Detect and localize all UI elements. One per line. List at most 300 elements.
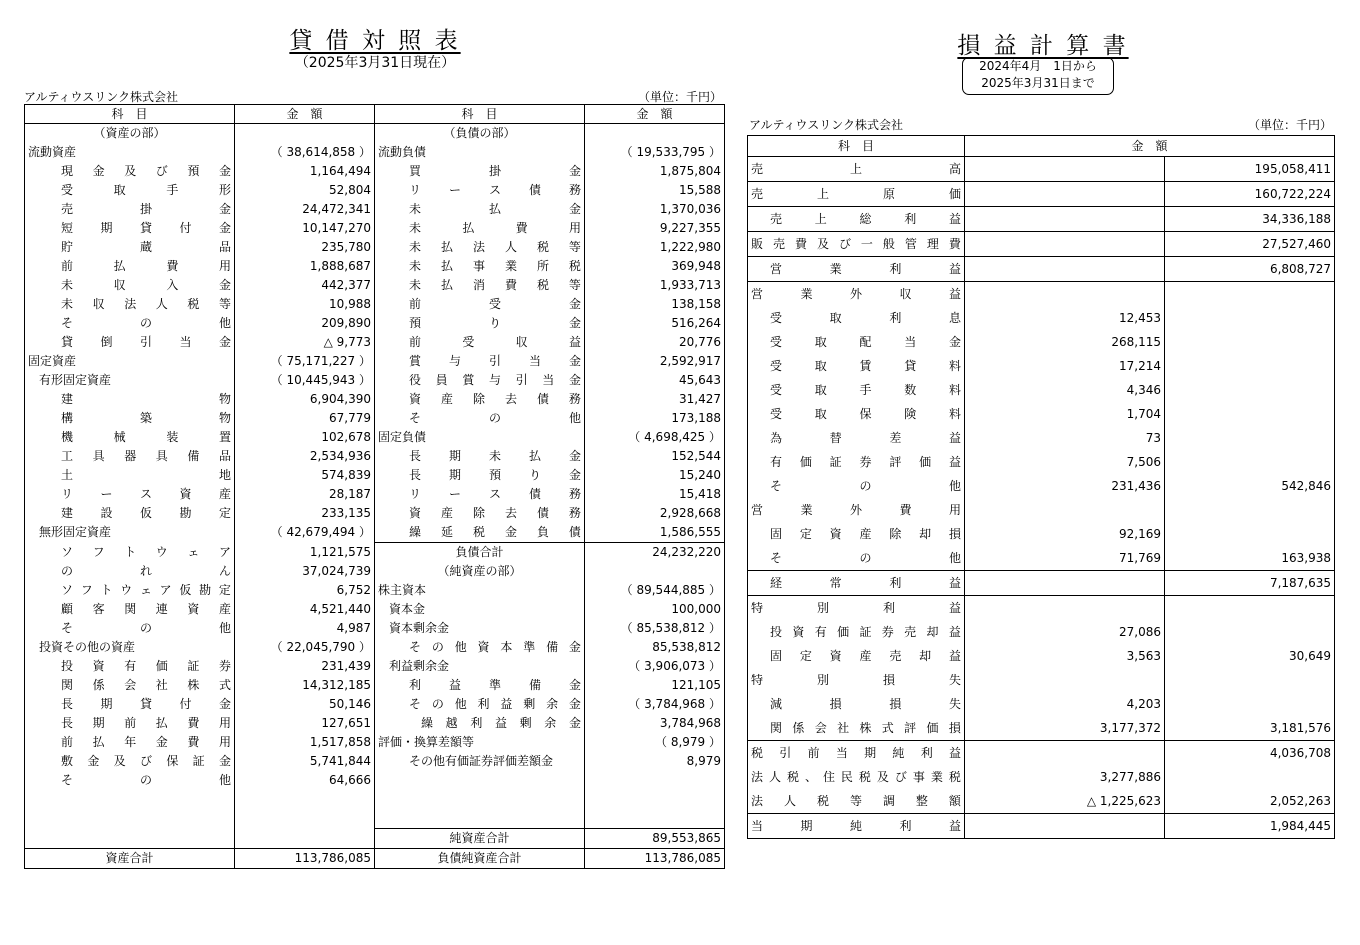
item-label: 減 損 損 失 (748, 692, 965, 716)
table-row (25, 219, 725, 238)
table-row (25, 638, 725, 657)
amount-total (1165, 282, 1335, 307)
table-row (748, 354, 1335, 378)
table-row (748, 716, 1335, 741)
amount-cell: （ 10,445,943 ） (235, 371, 375, 390)
table-row (25, 162, 725, 181)
item-label: 固 定 資 産 売 却 益 (748, 644, 965, 668)
item-label: 建 物 (25, 390, 235, 409)
table-row (25, 562, 725, 581)
empty-cell (25, 790, 235, 809)
amount-total (1165, 330, 1335, 354)
amount-total: 2,052,263 (1165, 789, 1335, 814)
table-row (748, 257, 1335, 282)
table-row (25, 752, 725, 771)
item-label: リ ー ス 債 務 (375, 181, 585, 200)
table-row (748, 522, 1335, 546)
amount-cell: （ 3,784,968 ） (585, 695, 725, 714)
item-label: 貯 蔵 品 (25, 238, 235, 257)
item-label: 売 上 総 利 益 (748, 207, 965, 232)
amount-cell: 28,187 (235, 485, 375, 504)
amount-detail (965, 232, 1165, 257)
item-label: 未 払 消 費 税 等 (375, 276, 585, 295)
amount-cell: 574,839 (235, 466, 375, 485)
amount-cell: （ 8,979 ） (585, 733, 725, 752)
item-label: 構 築 物 (25, 409, 235, 428)
item-label: 売 上 高 (748, 157, 965, 182)
table-row (25, 295, 725, 314)
balance-sheet-title: 貸 借 対 照 表 (289, 28, 461, 54)
amount-detail: 73 (965, 426, 1165, 450)
item-label: 特 別 損 失 (748, 668, 965, 692)
net-assets-total-amount: 89,553,865 (585, 829, 725, 849)
table-row (25, 371, 725, 390)
table-row (25, 543, 725, 563)
empty-cell (25, 809, 235, 829)
table-row (748, 282, 1335, 307)
item-label: 投資その他の資産 (25, 638, 235, 657)
amount-detail (965, 207, 1165, 232)
amount-detail (965, 498, 1165, 522)
amount-cell: 516,264 (585, 314, 725, 333)
header-item: 科 目 (748, 136, 965, 157)
amount-cell: 100,000 (585, 600, 725, 619)
item-label: 前 受 収 益 (375, 333, 585, 352)
amount-cell: 173,188 (585, 409, 725, 428)
item-label: 長 期 貸 付 金 (25, 695, 235, 714)
item-label: 無形固定資産 (25, 523, 235, 543)
amount-cell: 1,222,980 (585, 238, 725, 257)
table-row (748, 330, 1335, 354)
table-row (748, 789, 1335, 814)
bs-unit: （単位：千円） (637, 90, 722, 104)
item-label: 資本剰余金 (375, 619, 585, 638)
table-row (25, 581, 725, 600)
item-label: 関 係 会 社 株 式 評 価 損 (748, 716, 965, 741)
balance-sheet-date: （2025年3月31日現在） (294, 55, 456, 71)
amount-detail: 4,346 (965, 378, 1165, 402)
amount-cell: 1,933,713 (585, 276, 725, 295)
amount-detail: △ 1,225,623 (965, 789, 1165, 814)
amount-cell: 233,135 (235, 504, 375, 523)
table-row (748, 378, 1335, 402)
table-row (25, 181, 725, 200)
amount-detail: 1,704 (965, 402, 1165, 426)
amount-detail: 17,214 (965, 354, 1165, 378)
header-amount: 金 額 (235, 105, 375, 124)
amount-cell: 442,377 (235, 276, 375, 295)
amount-cell: （ 4,698,425 ） (585, 428, 725, 447)
item-label: 未 払 金 (375, 200, 585, 219)
period-to: 2025年3月31日まで (981, 76, 1095, 90)
item-label: 長 期 未 払 金 (375, 447, 585, 466)
item-label: 税 引 前 当 期 純 利 益 (748, 741, 965, 766)
table-row (25, 714, 725, 733)
amount-cell: 15,240 (585, 466, 725, 485)
item-label: 受 取 配 当 金 (748, 330, 965, 354)
amount-cell: 1,121,575 (235, 543, 375, 563)
amount-cell: 4,521,440 (235, 600, 375, 619)
period-from: 2024年4月 1日から (979, 59, 1097, 73)
amount-cell: 2,592,917 (585, 352, 725, 371)
amount-cell: 14,312,185 (235, 676, 375, 695)
amount-detail (965, 282, 1165, 307)
table-row (25, 733, 725, 752)
amount-cell: 3,784,968 (585, 714, 725, 733)
amount-cell: 6,752 (235, 581, 375, 600)
header-amount: 金 額 (585, 105, 725, 124)
table-row (25, 428, 725, 447)
item-label: 前 受 金 (375, 295, 585, 314)
item-label: 未 収 法 人 税 等 (25, 295, 235, 314)
amount-cell: 209,890 (235, 314, 375, 333)
table-row (748, 571, 1335, 596)
item-label: 営 業 外 収 益 (748, 282, 965, 307)
amount-detail (965, 157, 1165, 182)
item-label: ソ フ ト ウ ェ ア (25, 543, 235, 563)
table-row (748, 692, 1335, 716)
assets-total-amount: 113,786,085 (235, 849, 375, 869)
table-row (25, 829, 725, 849)
amount-total (1165, 668, 1335, 692)
table-row (25, 600, 725, 619)
empty-cell (585, 124, 725, 144)
item-label: 販 売 費 及 び 一 般 管 理 費 (748, 232, 965, 257)
empty-cell (585, 771, 725, 790)
amount-detail: 92,169 (965, 522, 1165, 546)
grand-total-row (25, 849, 725, 869)
amount-cell: 52,804 (235, 181, 375, 200)
empty-cell (375, 809, 585, 829)
amount-cell: 6,904,390 (235, 390, 375, 409)
amount-total: 195,058,411 (1165, 157, 1335, 182)
item-label: 売 掛 金 (25, 200, 235, 219)
amount-cell: 127,651 (235, 714, 375, 733)
item-label: そ の 他 (748, 474, 965, 498)
amount-total: 6,808,727 (1165, 257, 1335, 282)
item-label: 長 期 預 り 金 (375, 466, 585, 485)
income-statement-table (747, 135, 1335, 839)
table-row (748, 546, 1335, 571)
amount-total (1165, 620, 1335, 644)
item-label: 営 業 外 費 用 (748, 498, 965, 522)
amount-cell: 102,678 (235, 428, 375, 447)
amount-cell: 2,928,668 (585, 504, 725, 523)
amount-total: 163,938 (1165, 546, 1335, 571)
income-statement-title: 損 益 計 算 書 (957, 33, 1129, 59)
amount-detail (965, 571, 1165, 596)
amount-total: 7,187,635 (1165, 571, 1335, 596)
item-label: 前 払 年 金 費 用 (25, 733, 235, 752)
table-header (25, 105, 725, 124)
amount-cell: （ 85,538,812 ） (585, 619, 725, 638)
amount-detail (965, 741, 1165, 766)
table-row (25, 352, 725, 371)
item-label: 特 別 利 益 (748, 596, 965, 621)
table-row (25, 619, 725, 638)
amount-cell: （ 42,679,494 ） (235, 523, 375, 543)
amount-total (1165, 522, 1335, 546)
item-label: そ の 他 (25, 771, 235, 790)
item-label: 受 取 手 形 (25, 181, 235, 200)
amount-total (1165, 306, 1335, 330)
table-row (25, 124, 725, 144)
item-label: 法 人 税 等 調 整 額 (748, 789, 965, 814)
empty-cell (585, 809, 725, 829)
table-row (25, 809, 725, 829)
item-label: そ の 他 (748, 546, 965, 571)
table-row (748, 620, 1335, 644)
item-label: 当 期 純 利 益 (748, 814, 965, 839)
subtotal-label: 負債合計 (375, 543, 585, 563)
item-label: 繰 越 利 益 剰 余 金 (375, 714, 585, 733)
item-label: 預 り 金 (375, 314, 585, 333)
amount-detail: 4,203 (965, 692, 1165, 716)
item-label: 株主資本 (375, 581, 585, 600)
amount-detail (965, 596, 1165, 621)
table-row (25, 238, 725, 257)
amount-cell: 9,227,355 (585, 219, 725, 238)
table-row (25, 314, 725, 333)
empty-cell (25, 829, 235, 849)
amount-total: 1,984,445 (1165, 814, 1335, 839)
item-label: 売 上 原 価 (748, 182, 965, 207)
item-label: そ の 他 (25, 619, 235, 638)
amount-cell: 10,147,270 (235, 219, 375, 238)
empty-cell (235, 124, 375, 144)
table-row (748, 450, 1335, 474)
item-label: 未 払 法 人 税 等 (375, 238, 585, 257)
amount-cell: （ 75,171,227 ） (235, 352, 375, 371)
item-label: 資 産 除 去 債 務 (375, 390, 585, 409)
item-label: 資本金 (375, 600, 585, 619)
amount-cell: 5,741,844 (235, 752, 375, 771)
item-label: そ の 他 資 本 準 備 金 (375, 638, 585, 657)
amount-detail: 71,769 (965, 546, 1165, 571)
table-row (748, 596, 1335, 621)
table-row (25, 523, 725, 543)
table-row (748, 668, 1335, 692)
amount-cell: 2,534,936 (235, 447, 375, 466)
item-label: 受 取 保 険 料 (748, 402, 965, 426)
amount-detail (965, 257, 1165, 282)
item-label: 土 地 (25, 466, 235, 485)
item-label: 投 資 有 価 証 券 (25, 657, 235, 676)
item-label: 受 取 賃 貸 料 (748, 354, 965, 378)
empty-cell (235, 829, 375, 849)
amount-total (1165, 692, 1335, 716)
item-label: 敷 金 及 び 保 証 金 (25, 752, 235, 771)
item-label: 法 人 税 、 住 民 税 及 び 事 業 税 (748, 765, 965, 789)
amount-cell: 31,427 (585, 390, 725, 409)
item-label: 長 期 前 払 費 用 (25, 714, 235, 733)
amount-cell: 1,888,687 (235, 257, 375, 276)
table-row (748, 402, 1335, 426)
header-item: 科 目 (25, 105, 235, 124)
amount-cell: 15,588 (585, 181, 725, 200)
amount-cell: 37,024,739 (235, 562, 375, 581)
table-row (25, 504, 725, 523)
table-row (25, 447, 725, 466)
item-label: 短 期 貸 付 金 (25, 219, 235, 238)
item-label: ソ フ ト ウ ェ ア 仮 勘 定 (25, 581, 235, 600)
item-label: 顧 客 関 連 資 産 (25, 600, 235, 619)
header-item: 科 目 (375, 105, 585, 124)
amount-total (1165, 354, 1335, 378)
item-label: 利 益 準 備 金 (375, 676, 585, 695)
item-label: 流動負債 (375, 143, 585, 162)
table-row (25, 466, 725, 485)
amount-cell: 1,517,858 (235, 733, 375, 752)
item-label: 経 常 利 益 (748, 571, 965, 596)
table-row (748, 157, 1335, 182)
item-label: 固定負債 (375, 428, 585, 447)
amount-cell: 15,418 (585, 485, 725, 504)
table-row (25, 257, 725, 276)
table-row (748, 765, 1335, 789)
table-row (25, 676, 725, 695)
amount-detail (965, 814, 1165, 839)
item-label: 受 取 利 息 (748, 306, 965, 330)
item-label: 受 取 手 数 料 (748, 378, 965, 402)
item-label: その他有価証券評価差額金 (375, 752, 585, 771)
amount-cell: 1,586,555 (585, 523, 725, 543)
amount-detail: 3,563 (965, 644, 1165, 668)
amount-detail: 7,506 (965, 450, 1165, 474)
table-row (25, 333, 725, 352)
empty-cell (235, 790, 375, 809)
table-row (748, 741, 1335, 766)
income-statement-period (962, 57, 1114, 95)
item-label: 未 払 費 用 (375, 219, 585, 238)
amount-detail (965, 182, 1165, 207)
item-label: そ の 他 (375, 409, 585, 428)
amount-cell: 1,875,804 (585, 162, 725, 181)
item-label: 有 価 証 券 評 価 益 (748, 450, 965, 474)
item-label: 未 払 事 業 所 税 (375, 257, 585, 276)
amount-total: 4,036,708 (1165, 741, 1335, 766)
amount-total (1165, 765, 1335, 789)
empty-cell (375, 790, 585, 809)
net-assets-total-label: 純資産合計 (375, 829, 585, 849)
amount-cell: 138,158 (585, 295, 725, 314)
item-label: リ ー ス 債 務 (375, 485, 585, 504)
section-label: （負債の部） (375, 124, 585, 144)
amount-total: 542,846 (1165, 474, 1335, 498)
amount-cell: （ 22,045,790 ） (235, 638, 375, 657)
item-label: 利益剰余金 (375, 657, 585, 676)
table-row (748, 207, 1335, 232)
amount-cell: 1,164,494 (235, 162, 375, 181)
empty-cell (235, 809, 375, 829)
amount-cell: 10,988 (235, 295, 375, 314)
item-label: の れ ん (25, 562, 235, 581)
item-label: 前 払 費 用 (25, 257, 235, 276)
amount-cell: △ 9,773 (235, 333, 375, 352)
amount-cell: （ 19,533,795 ） (585, 143, 725, 162)
table-row (748, 232, 1335, 257)
amount-detail (965, 668, 1165, 692)
table-row (25, 276, 725, 295)
table-row (25, 657, 725, 676)
amount-cell: 369,948 (585, 257, 725, 276)
amount-total (1165, 402, 1335, 426)
amount-detail: 3,177,372 (965, 716, 1165, 741)
item-label: 関 係 会 社 株 式 (25, 676, 235, 695)
item-label: 役 員 賞 与 引 当 金 (375, 371, 585, 390)
amount-total: 27,527,460 (1165, 232, 1335, 257)
amount-total (1165, 498, 1335, 522)
item-label: 機 械 装 置 (25, 428, 235, 447)
item-label: 評価・換算差額等 (375, 733, 585, 752)
item-label: 営 業 利 益 (748, 257, 965, 282)
item-label: 未 収 入 金 (25, 276, 235, 295)
empty-cell (585, 790, 725, 809)
amount-cell: 231,439 (235, 657, 375, 676)
amount-cell: 1,370,036 (585, 200, 725, 219)
amount-cell: 152,544 (585, 447, 725, 466)
section-label: （純資産の部） (375, 562, 585, 581)
item-label: 買 掛 金 (375, 162, 585, 181)
item-label: 建 設 仮 勘 定 (25, 504, 235, 523)
amount-cell: （ 89,544,885 ） (585, 581, 725, 600)
item-label: 賞 与 引 当 金 (375, 352, 585, 371)
amount-total (1165, 378, 1335, 402)
amount-detail: 231,436 (965, 474, 1165, 498)
subtotal-amount: 24,232,220 (585, 543, 725, 563)
table-row (25, 771, 725, 790)
pl-unit: （単位：千円） (1247, 118, 1332, 132)
amount-total (1165, 450, 1335, 474)
item-label: 投 資 有 価 証 券 売 却 益 (748, 620, 965, 644)
table-row (25, 390, 725, 409)
table-row (25, 143, 725, 162)
amount-total: 30,649 (1165, 644, 1335, 668)
table-row (748, 814, 1335, 839)
amount-cell: 121,105 (585, 676, 725, 695)
amount-cell: 20,776 (585, 333, 725, 352)
table-row (25, 200, 725, 219)
liab-net-total-amount: 113,786,085 (585, 849, 725, 869)
amount-cell: 50,146 (235, 695, 375, 714)
table-row (748, 182, 1335, 207)
table-header (748, 136, 1335, 157)
item-label: 為 替 差 益 (748, 426, 965, 450)
item-label: 有形固定資産 (25, 371, 235, 390)
table-row (25, 485, 725, 504)
header-amount: 金 額 (965, 136, 1335, 157)
balance-sheet-table (24, 104, 725, 869)
table-row (748, 474, 1335, 498)
amount-cell: （ 3,906,073 ） (585, 657, 725, 676)
item-label: 資 産 除 去 債 務 (375, 504, 585, 523)
item-label: 現 金 及 び 預 金 (25, 162, 235, 181)
item-label: 貸 倒 引 当 金 (25, 333, 235, 352)
amount-total: 3,181,576 (1165, 716, 1335, 741)
empty-cell (585, 562, 725, 581)
amount-cell: （ 38,614,858 ） (235, 143, 375, 162)
item-label: 固定資産 (25, 352, 235, 371)
item-label: リ ー ス 資 産 (25, 485, 235, 504)
table-row (25, 790, 725, 809)
amount-detail: 268,115 (965, 330, 1165, 354)
item-label: 繰 延 税 金 負 債 (375, 523, 585, 543)
amount-total: 34,336,188 (1165, 207, 1335, 232)
amount-detail: 3,277,886 (965, 765, 1165, 789)
section-label: （資産の部） (25, 124, 235, 144)
table-row (748, 306, 1335, 330)
bs-company-name: アルティウスリンク株式会社 (24, 90, 178, 104)
